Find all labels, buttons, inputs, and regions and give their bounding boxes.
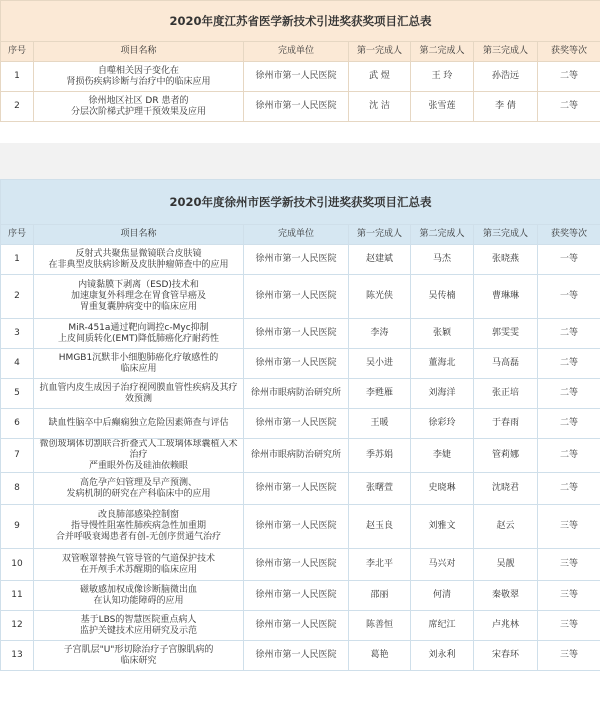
row-third-author: 马高磊 [474,349,538,379]
row-third-author: 李 倩 [474,92,538,122]
row-unit: 徐州市眼病防治研究所 [244,439,349,473]
row-second-author: 刘雅文 [411,505,474,549]
row-no: 3 [1,319,34,349]
row-unit: 徐州市第一人民医院 [244,505,349,549]
row-project: 缺血性脑卒中后癫痫独立危险因素筛查与评估 [34,409,244,439]
row-second-author: 席纪江 [411,611,474,641]
row-first-author: 王暖 [349,409,411,439]
header-first-author: 第一完成人 [349,42,411,62]
row-third-author: 孙浩远 [474,62,538,92]
table-row [1,245,600,275]
table-row [1,379,600,409]
row-first-author: 李北平 [349,549,411,581]
header-grade: 获奖等次 [538,42,600,62]
row-project: MiR-451a通过靶向调控c-Myc抑制 上皮间质转化(EMT)降低肺癌化疗耐药性 [34,319,244,349]
table-row [1,319,600,349]
row-third-author: 秦敬翠 [474,581,538,611]
header-row [1,225,600,245]
row-project: 内镜黏膜下剥离（ESD)技术和 加速康复外科理念在胃食管早癌及 胃重复囊肿病变中的临床应用 [34,275,244,319]
header-third-author: 第三完成人 [474,42,538,62]
row-project: 改良肺部感染控制窗 指导慢性阻塞性肺疾病急性加重期 合并呼吸衰竭患者有创-无创序贯通气治疗 [34,505,244,549]
row-no: 8 [1,473,34,505]
row-unit: 徐州市第一人民医院 [244,581,349,611]
row-grade: 三等 [538,549,600,581]
row-second-author: 李婕 [411,439,474,473]
row-first-author: 赵建斌 [349,245,411,275]
row-third-author: 郭雯雯 [474,319,538,349]
row-project: 自噬相关因子变化在 肾损伤疾病诊断与治疗中的临床应用 [34,62,244,92]
row-third-author: 吴靓 [474,549,538,581]
row-third-author: 管莉娜 [474,439,538,473]
row-third-author: 沈晓君 [474,473,538,505]
table-title: 2020年度江苏省医学新技术引进奖获奖项目汇总表 [1,1,600,42]
row-third-author: 曹琳琳 [474,275,538,319]
row-unit: 徐州市第一人民医院 [244,611,349,641]
row-second-author: 张颖 [411,319,474,349]
row-project: 微创玻璃体切割联合折叠式人工玻璃体球囊植入术治疗 严重眼外伤及硅油依赖眼 [34,439,244,473]
row-no: 1 [1,245,34,275]
row-no: 11 [1,581,34,611]
provincial-award-table [0,0,600,143]
row-third-author: 卢兆林 [474,611,538,641]
row-first-author: 邵丽 [349,581,411,611]
row-project: 磁敏感加权成像诊断脑微出血 在认知功能障碍的应用 [34,581,244,611]
row-unit: 徐州市第一人民医院 [244,473,349,505]
row-third-author: 张正培 [474,379,538,409]
row-project: 子宫肌层"U"形切除治疗子宫腺肌病的 临床研究 [34,641,244,671]
row-no: 9 [1,505,34,549]
row-no: 2 [1,275,34,319]
row-unit: 徐州市眼病防治研究所 [244,379,349,409]
table-row [1,473,600,505]
header-first-author: 第一完成人 [349,225,411,245]
row-unit: 徐州市第一人民医院 [244,275,349,319]
row-second-author: 马兴对 [411,549,474,581]
table-row [1,409,600,439]
row-first-author: 葛艳 [349,641,411,671]
row-first-author: 陈善恒 [349,611,411,641]
row-first-author: 吴小进 [349,349,411,379]
header-no: 序号 [1,225,34,245]
table-row [1,581,600,611]
header-project: 项目名称 [34,225,244,245]
row-third-author: 于春雨 [474,409,538,439]
row-no: 7 [1,439,34,473]
row-unit: 徐州市第一人民医院 [244,641,349,671]
row-project: 抗血管内皮生成因子治疗视网膜血管性疾病及其疗效预测 [34,379,244,409]
table-row [1,611,600,641]
row-no: 2 [1,92,34,122]
row-first-author: 沈 洁 [349,92,411,122]
table-row [1,275,600,319]
row-grade: 一等 [538,245,600,275]
row-project: 徐州地区社区 DR 患者的 分层次阶梯式护理干预效果及应用 [34,92,244,122]
header-project: 项目名称 [34,42,244,62]
row-no: 1 [1,62,34,92]
table-row [1,349,600,379]
city-award-table [0,179,600,702]
row-unit: 徐州市第一人民医院 [244,319,349,349]
row-unit: 徐州市第一人民医院 [244,62,349,92]
row-first-author: 李甦雁 [349,379,411,409]
row-no: 10 [1,549,34,581]
row-grade: 三等 [538,581,600,611]
row-third-author: 宋春环 [474,641,538,671]
row-grade: 二等 [538,92,600,122]
row-no: 4 [1,349,34,379]
row-unit: 徐州市第一人民医院 [244,349,349,379]
row-project: 高危孕产妇管理及早产预测、 发病机制的研究在产科临床中的应用 [34,473,244,505]
header-second-author: 第二完成人 [411,225,474,245]
row-second-author: 刘海洋 [411,379,474,409]
row-second-author: 何清 [411,581,474,611]
row-unit: 徐州市第一人民医院 [244,92,349,122]
header-unit: 完成单位 [244,225,349,245]
row-grade: 二等 [538,379,600,409]
row-no: 13 [1,641,34,671]
row-no: 12 [1,611,34,641]
table-row [1,62,600,92]
row-unit: 徐州市第一人民医院 [244,245,349,275]
row-grade: 二等 [538,439,600,473]
table-row [1,505,600,549]
row-project: 双管喉罩替换气管导管的气道保护技术 在开颅手术苏醒期的临床应用 [34,549,244,581]
row-project: 基于LBS的智慧医院重点病人 监护关键技术应用研究及示范 [34,611,244,641]
row-grade: 一等 [538,275,600,319]
row-second-author: 董海北 [411,349,474,379]
row-second-author: 张雪莲 [411,92,474,122]
table-row [1,92,600,122]
header-second-author: 第二完成人 [411,42,474,62]
header-unit: 完成单位 [244,42,349,62]
row-grade: 二等 [538,409,600,439]
row-first-author: 李涛 [349,319,411,349]
row-grade: 二等 [538,349,600,379]
row-grade: 三等 [538,641,600,671]
row-grade: 二等 [538,62,600,92]
row-second-author: 徐彩玲 [411,409,474,439]
row-first-author: 张曙萱 [349,473,411,505]
row-second-author: 王 玲 [411,62,474,92]
table-row [1,641,600,671]
row-first-author: 季苏娟 [349,439,411,473]
header-no: 序号 [1,42,34,62]
row-second-author: 史晓琳 [411,473,474,505]
row-unit: 徐州市第一人民医院 [244,409,349,439]
row-third-author: 张晓燕 [474,245,538,275]
table-row [1,549,600,581]
header-row [1,42,600,62]
row-second-author: 刘永利 [411,641,474,671]
row-grade: 二等 [538,319,600,349]
row-first-author: 赵玉良 [349,505,411,549]
row-third-author: 赵云 [474,505,538,549]
table-title: 2020年度徐州市医学新技术引进奖获奖项目汇总表 [1,180,600,225]
section-divider [0,143,600,179]
row-no: 5 [1,379,34,409]
row-project: 反射式共聚焦显微镜联合皮肤镜 在非典型皮肤病诊断及皮肤肿瘤筛查中的应用 [34,245,244,275]
row-second-author: 吴传楠 [411,275,474,319]
row-no: 6 [1,409,34,439]
row-grade: 三等 [538,505,600,549]
header-third-author: 第三完成人 [474,225,538,245]
row-first-author: 武 煜 [349,62,411,92]
row-grade: 三等 [538,611,600,641]
header-grade: 获奖等次 [538,225,600,245]
row-grade: 二等 [538,473,600,505]
table-row [1,439,600,473]
row-unit: 徐州市第一人民医院 [244,549,349,581]
row-second-author: 马杰 [411,245,474,275]
row-project: HMGB1沉默非小细胞肺癌化疗敏感性的 临床应用 [34,349,244,379]
row-first-author: 陈光侠 [349,275,411,319]
